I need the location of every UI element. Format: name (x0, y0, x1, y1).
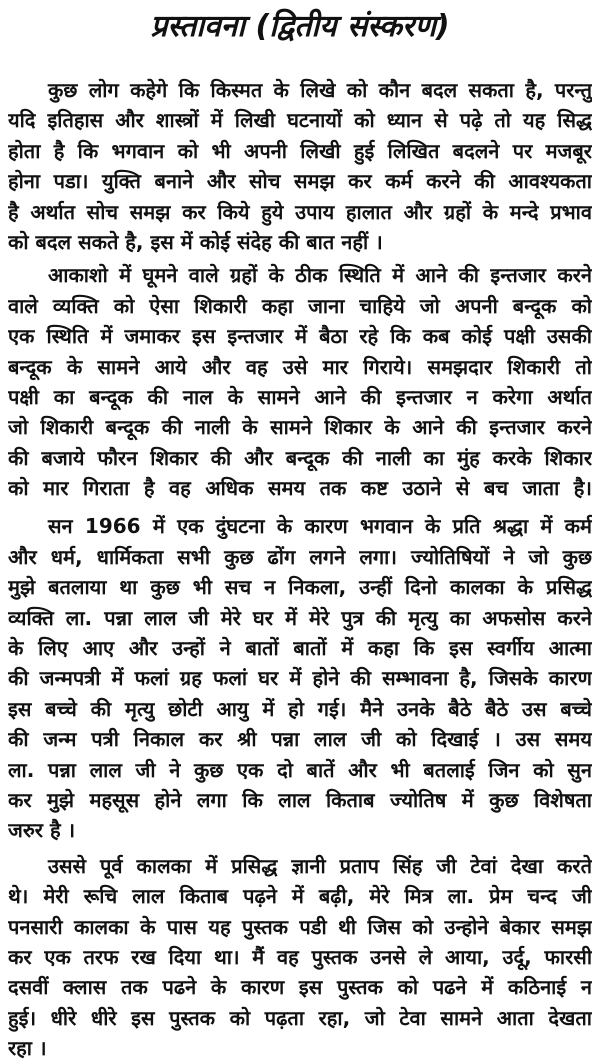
text-line: जरुर है । (8, 818, 76, 843)
text-line: को बदल सकते है, इस में कोई संदेह की बात नहीं । (8, 229, 383, 254)
text-line: पनसारी कालका के पास यह पुस्तक पडी थी जिस को उन्होने बेकार समझ (8, 914, 592, 939)
text-line: दसवीं क्लास तक पढने के कारण इस पुस्तक को पढने में कठिनाई न (8, 975, 592, 1000)
text-line: कुछ लोग कहेगे कि किस्मत के लिखे को कौन बदल सकता है, परन्तु (48, 78, 592, 102)
paragraph-4 (8, 851, 592, 1064)
text-line: वाले व्यक्ति को ऐसा शिकारी कहा जाना चाहिये जो अपनी बन्दूक को (8, 293, 592, 318)
text-line: ला. पन्ना लाल जी ने कुछ एक दो बातें और भी बतलाई जिन को सुन (8, 757, 592, 782)
text-line: की बजाये फौरन शिकार की और बन्दूक की नाली का मुंह करके शिकार (8, 445, 592, 470)
text-line: के लिए आए और उन्हों ने बातों बातों में कहा कि इस स्वर्गीय आत्मा (8, 636, 592, 661)
text-line: थे। मेरी रूचि लाल किताब पढ़ने में बढ़ी, मेरे मित्र ला. प्रेम चन्द जी (8, 884, 592, 909)
text-line: व्यक्ति ला. पन्ना लाल जी मेरे घर में मेरे पुत्र की मृत्यु का अफसोस करने (8, 605, 592, 630)
paragraph-2 (8, 260, 592, 503)
text-line: को मार गिराता है वह अधिक समय तक कष्ट उठाने से बच जाता है। (8, 476, 592, 501)
text-line: रहा । (8, 1036, 47, 1061)
paragraph-1 (8, 75, 592, 257)
text-line: होना पडा। युक्ति बनाने और सोच समझ कर कर्म करने की आवश्यकता (8, 169, 592, 194)
text-line: यदि इतिहास और शास्त्रों में लिखी घटनायों को ध्यान से पढ़े तो यह सिद्ध (8, 108, 592, 133)
text-line: मुझे बतलाया था कुछ भी सच न निकला, उन्हीं दिनो कालका के प्रसिद्ध (8, 575, 592, 600)
text-line: इस बच्चे की मृत्यु छोटी आयु में हो गई। मैने उनके बैठे बैठे उस बच्चे (8, 696, 592, 721)
text-line: पक्षी का बन्दूक की नाल के सामने आने की इन्तजार न करेगा अर्थात (8, 384, 592, 409)
text-line: हुई। धीरे धीरे इस पुस्तक को पढ़ता रहा, जो टेवा सामने आता देखता (8, 1005, 592, 1030)
text-line: की जन्म पत्री निकाल कर श्री पन्ना लाल जी को दिखाई । उस समय (8, 727, 592, 752)
text-line: सन 1966 में एक दुंघटना के कारण भगवान के प्रति श्रद्धा में कर्म (48, 514, 592, 539)
text-line: और धर्म, धार्मिकता सभी कुछ ढोंग लगने लगा। ज्योतिषियों ने जो कुछ (8, 544, 592, 569)
text-line: की जन्मपत्री में फलां ग्रह फलां घर में होने की सम्भावना है, जिसके कारण (8, 666, 592, 691)
text-line: आकाशो में घूमने वाले ग्रहों के ठीक स्थिति में आने की इन्तजार करने (48, 263, 592, 288)
text-line: कर एक तरफ रख दिया था। मैं वह पुस्तक उनसे ले आया, उर्दू, फारसी (8, 944, 592, 969)
page-title: प्रस्तावना (द्वितीय संस्करण) (150, 9, 450, 44)
text-line: जो शिकारी बन्दूक की नाली के सामने शिकार के आने की इन्तजार करने (8, 415, 592, 440)
text-line: एक स्थिति में जमाकर इस इन्तजार में बैठा रहे कि कब कोई पक्षी उसकी (8, 324, 592, 349)
text-line: उससे पूर्व कालका में प्रसिद्ध ज्ञानी प्रताप सिंह जी टेवां देखा करते (48, 853, 592, 878)
text-line: बन्दूक के सामने आये और वह उसे मार गिराये। समझदार शिकारी तो (8, 354, 592, 379)
text-line: होता है कि भगवान को भी अपनी लिखी हुई लिखित बदलने पर मजबूर (8, 138, 592, 163)
paragraph-3 (8, 511, 592, 845)
text-line: है अर्थात सोच समझ कर किये हुये उपाय हालात और ग्रहों के मन्दे प्रभाव (8, 199, 592, 224)
text-line: कर मुझे महसूस होने लगा कि लाल किताब ज्योतिष में कुछ विशेषता (8, 787, 592, 812)
document-body (8, 72, 592, 1064)
